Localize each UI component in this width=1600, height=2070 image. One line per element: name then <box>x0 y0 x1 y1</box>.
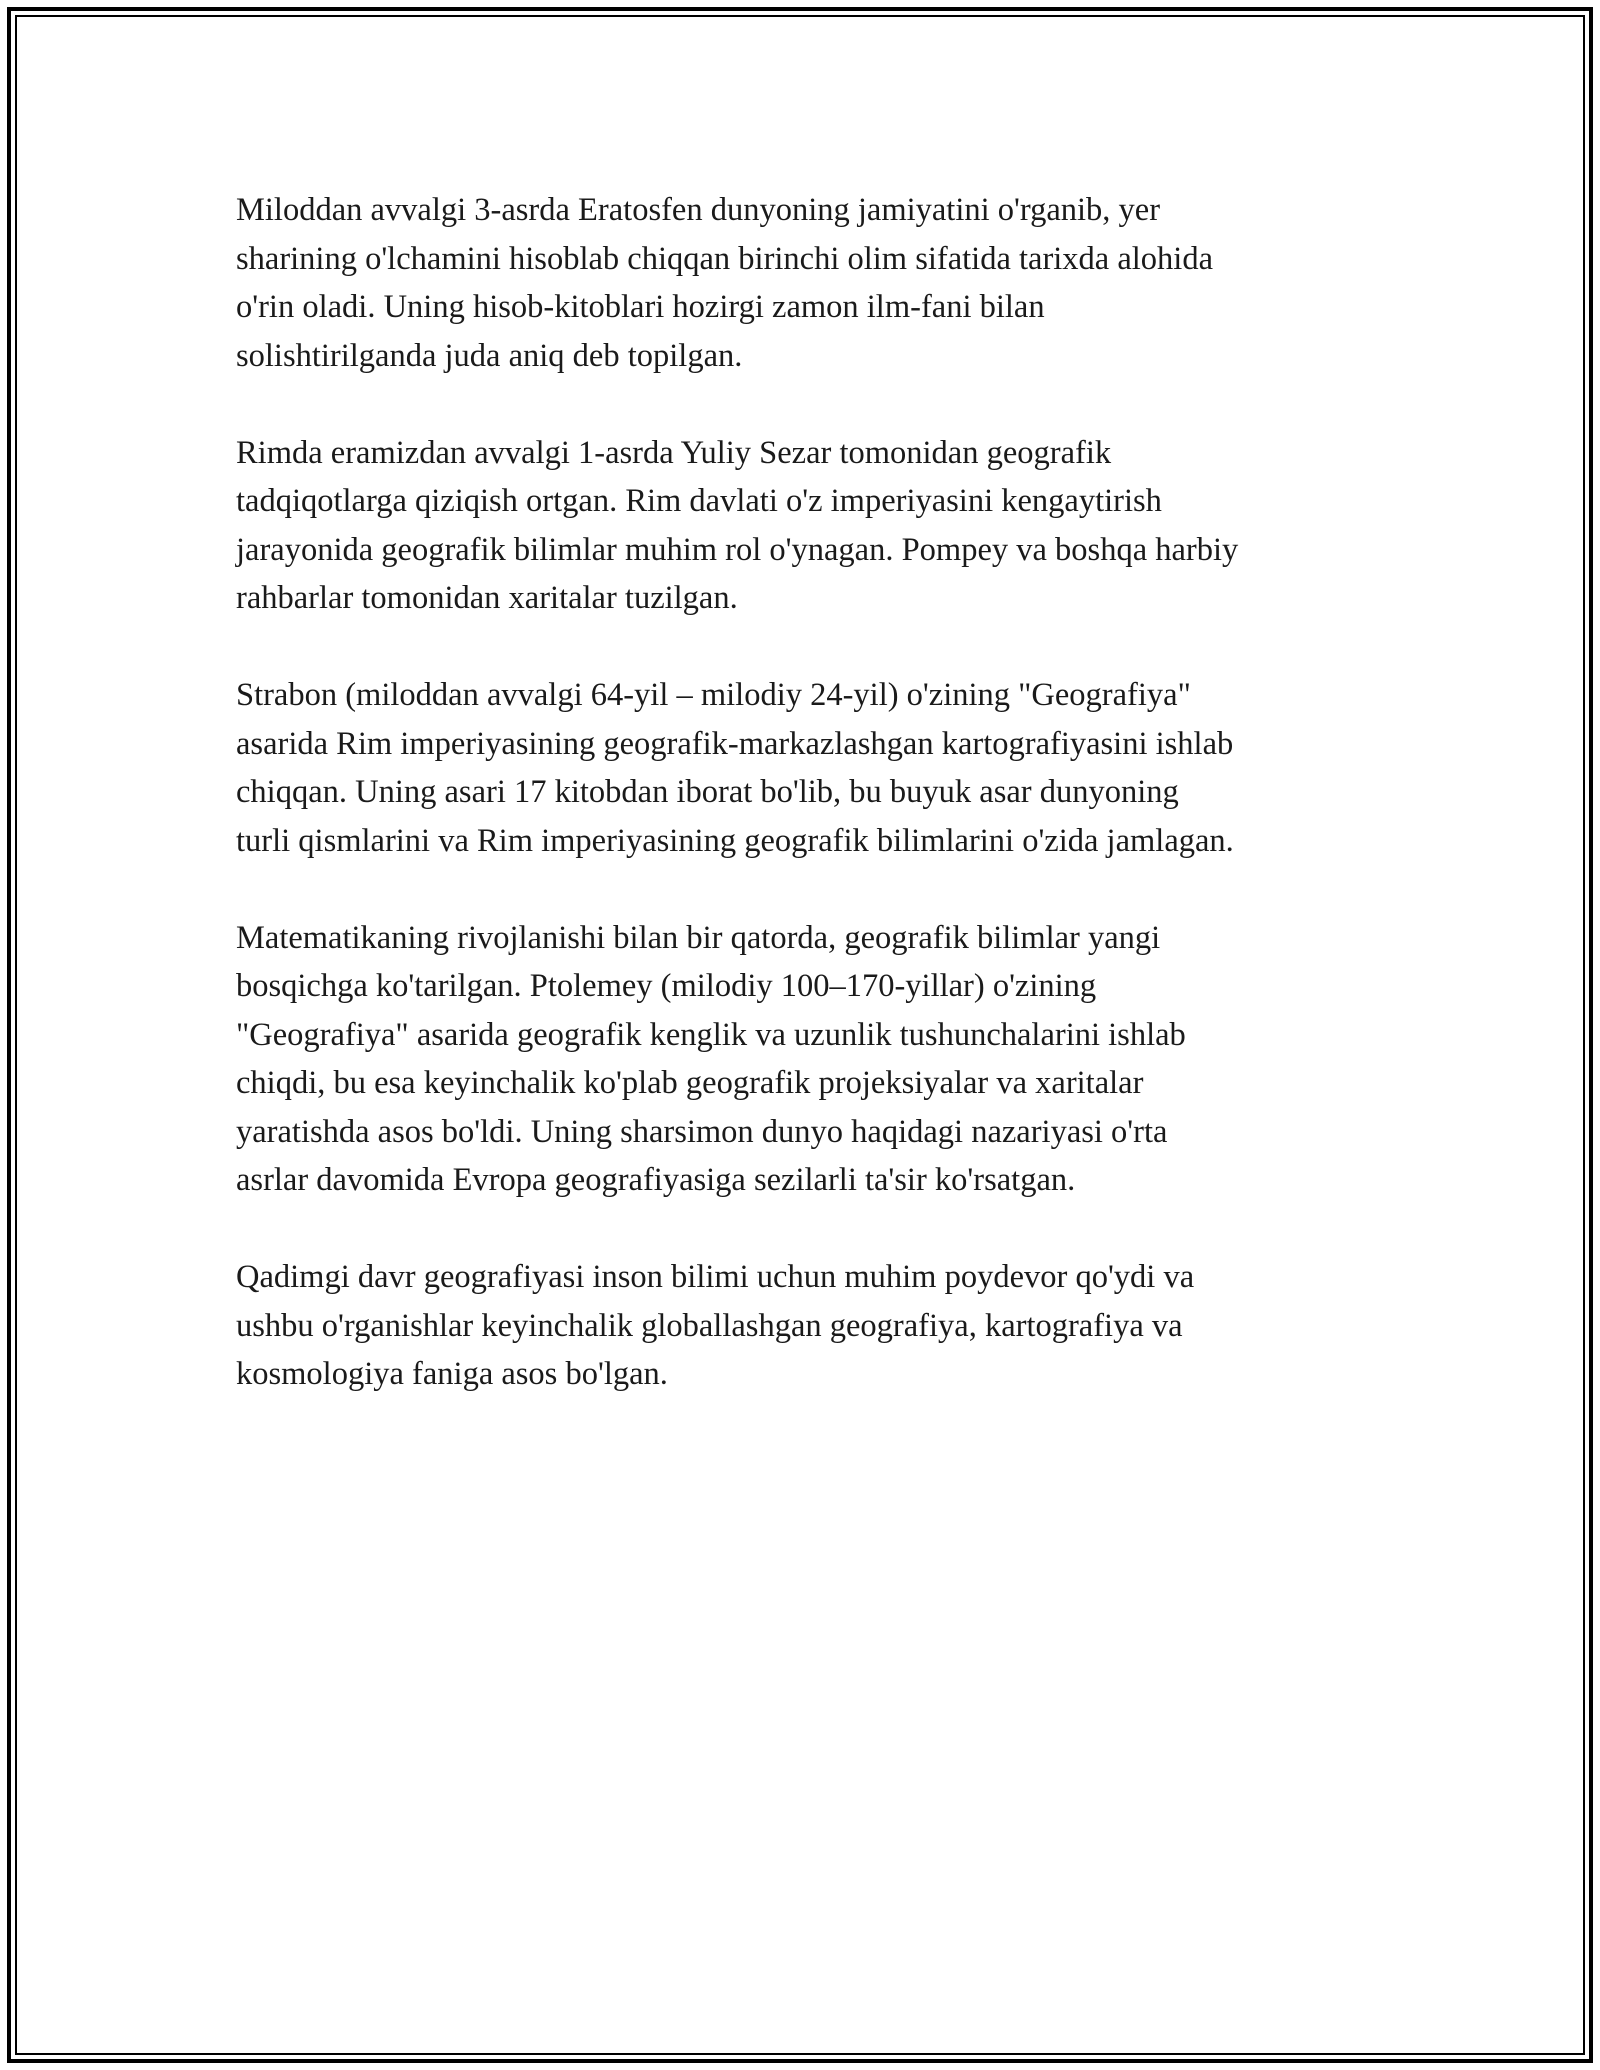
paragraph-rome: Rimda eramizdan avvalgi 1-asrda Yuliy Sezar tomonidan geografik tadqiqotlarga qiziqish ortgan. Rim davlati o'z imperiyasini kengaytirish jarayonida geografik bilimlar muhim rol o'ynagan. Pompey va boshqa harbiy rahbarlar tomonidan xaritalar tuzilgan. <box>236 434 1239 616</box>
paragraph-strabo: Strabon (miloddan avvalgi 64-yil – milodiy 24-yil) o'zining "Geografiya" asarida Rim imperiyasining geografik-markazlashgan kartografiyasini ishlab chiqqan. Uning asari 17 kitobdan iborat bo'lib, bu buyuk asar dunyoning turli qismlarini va Rim imperiyasining geografik bilimlarini o'zida jamlagan. <box>236 677 1234 859</box>
document-body <box>236 186 1376 1447</box>
paragraph-conclusion: Qadimgi davr geografiyasi inson bilimi uchun muhim poydevor qo'ydi va ushbu o'rganishlar keyinchalik globallashgan geografiya, kartografiya va kosmologiya faniga asos bo'lgan. <box>236 1259 1195 1392</box>
paragraph-eratosthenes: Miloddan avvalgi 3-asrda Eratosfen dunyoning jamiyatini o'rganib, yer sharining o'lchamini hisoblab chiqqan birinchi olim sifatida tarixda alohida o'rin oladi. Uning hisob-kitoblari hozirgi zamon ilm-fani bilan solishtirilganda juda aniq deb topilgan. <box>236 192 1214 374</box>
paragraph-ptolemy: Matematikaning rivojlanishi bilan bir qatorda, geografik bilimlar yangi bosqichga ko'tarilgan. Ptolemey (milodiy 100–170-yillar) o'zining "Geografiya" asarida geografik kenglik va uzunlik tushunchalarini ishlab chiqdi, bu esa keyinchalik ko'plab geografik projeksiyalar va xaritalar yaratishda asos bo'ldi. Uning sharsimon dunyo haqidagi nazariyasi o'rta asrlar davomida Evropa geografiyasiga sezilarli ta'sir ko'rsatgan. <box>236 919 1186 1198</box>
